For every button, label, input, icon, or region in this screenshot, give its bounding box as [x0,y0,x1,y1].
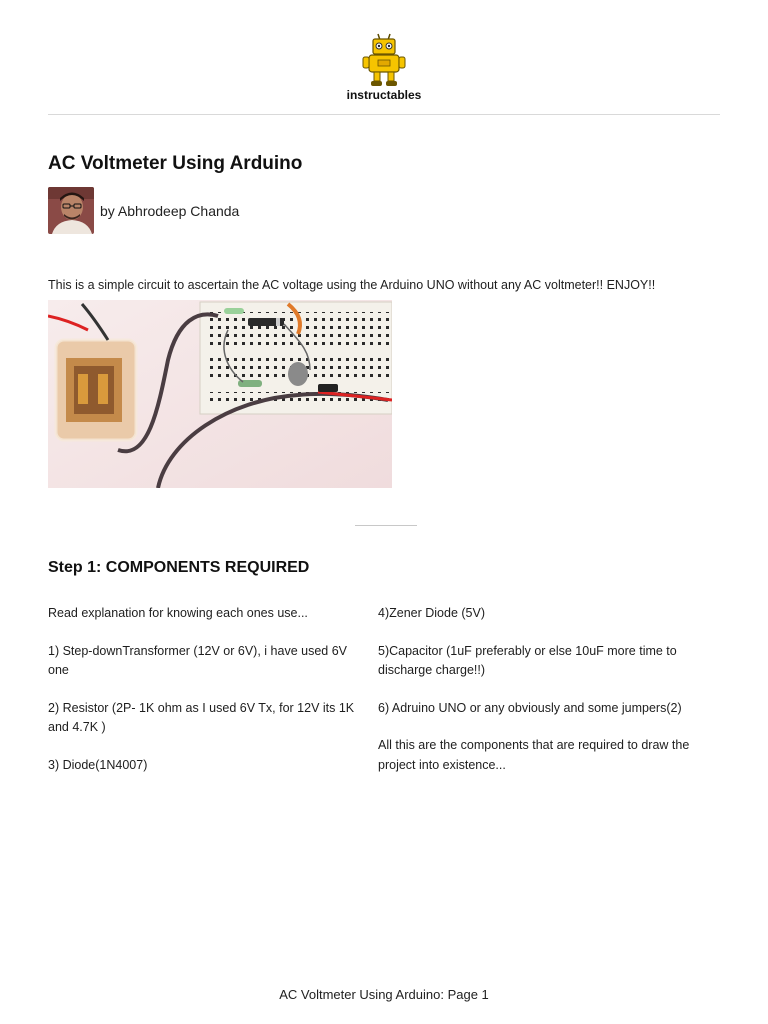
paragraph: Read explanation for knowing each ones use... [48,606,308,620]
paragraph: 5)Capacitor (1uF preferably or else 10uF more time to discharge charge!!) [378,643,677,677]
brand-name[interactable]: instructables [346,88,422,102]
header-divider [48,114,720,115]
page-title: AC Voltmeter Using Arduino [48,153,303,174]
paragraph: 6) Adruino UNO or any obviously and some jumpers(2) [378,700,682,715]
page-footer: AC Voltmeter Using Arduino: Page 1 [279,987,489,1002]
intro-text: This is a simple circuit to ascertain the AC voltage using the Arduino UNO without any AC voltmeter!! ENJOY!! [48,277,656,292]
step-text-right-column [378,604,698,793]
instructables-robot-logo [362,32,406,88]
paragraph: 1) Step-downTransformer (12V or 6V), i have used 6V one [48,643,347,677]
paragraph: 3) Diode(1N4007) [48,757,148,772]
project-photo [48,300,392,488]
author-byline[interactable]: by Abhrodeep Chanda [100,203,240,219]
step-heading: Step 1: COMPONENTS REQUIRED [48,559,310,576]
paragraph: 2) Resistor (2P- 1K ohm as I used 6V Tx, for 12V its 1K and 4.7K ) [48,700,355,734]
author-avatar[interactable] [48,187,94,234]
paragraph: 4)Zener Diode (5V) [378,606,485,620]
step-text-left-column [48,604,358,793]
section-separator [355,525,417,526]
paragraph: All this are the components that are required to draw the project into existence... [378,738,690,772]
